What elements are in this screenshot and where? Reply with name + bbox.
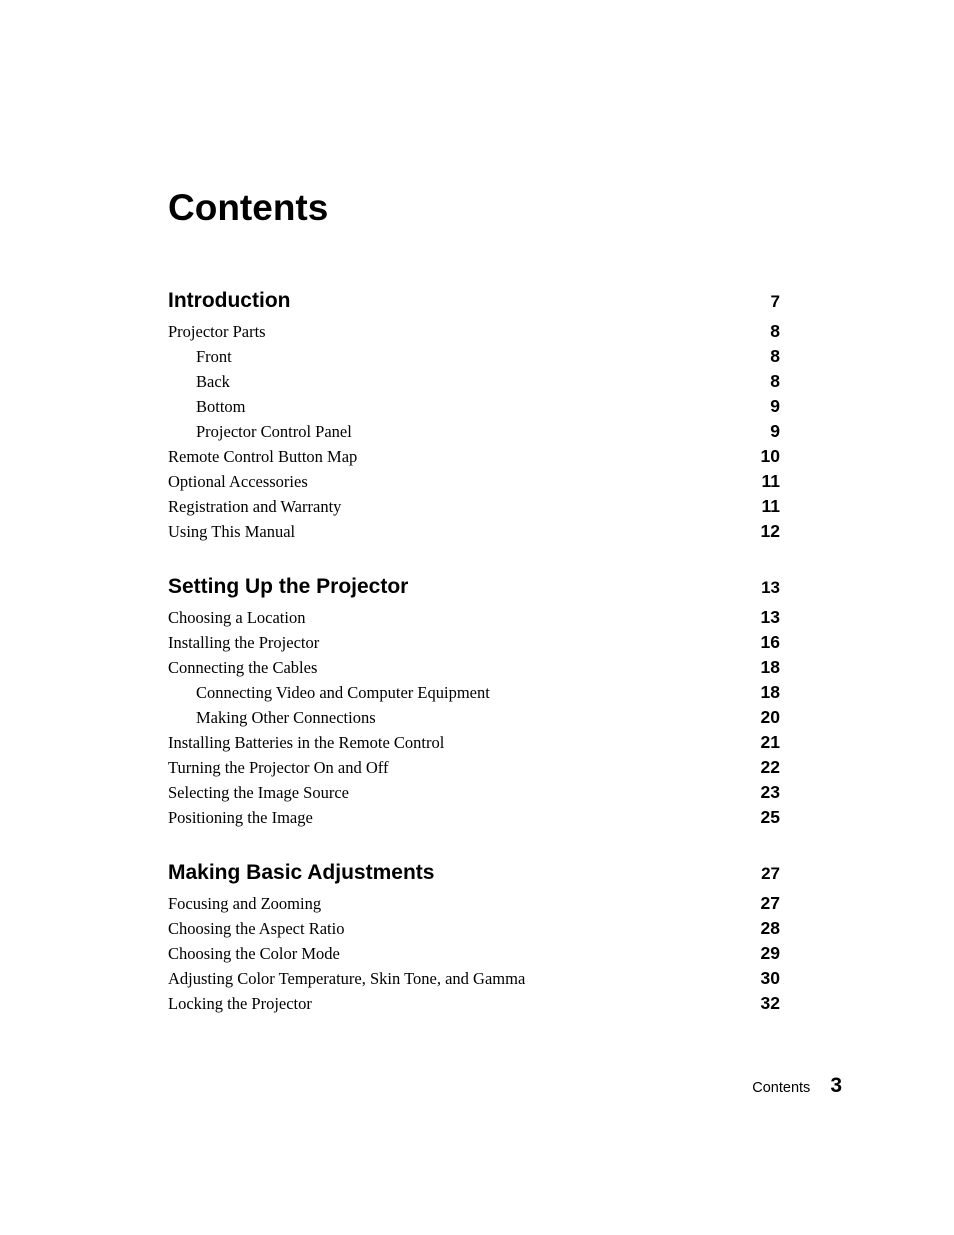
toc-entry[interactable] xyxy=(168,730,780,755)
entry-title: Making Other Connections xyxy=(196,708,376,727)
toc-entry[interactable] xyxy=(168,991,780,1016)
toc-subentry[interactable] xyxy=(168,680,780,705)
entry-page-number: 29 xyxy=(760,943,780,963)
entry-title: Connecting Video and Computer Equipment xyxy=(196,683,490,702)
entry-title: Optional Accessories xyxy=(168,472,308,491)
section-heading[interactable] xyxy=(168,282,780,319)
entry-title: Selecting the Image Source xyxy=(168,783,349,802)
entry-title: Bottom xyxy=(196,397,246,416)
entry-title: Focusing and Zooming xyxy=(168,894,322,913)
entry-title: Installing the Projector xyxy=(168,633,320,652)
entry-page-number: 9 xyxy=(770,421,780,441)
entry-title: Locking the Projector xyxy=(168,994,312,1013)
entry-page-number: 25 xyxy=(760,807,780,827)
entry-page-number: 18 xyxy=(760,682,780,702)
entry-page-number: 18 xyxy=(760,657,780,677)
entry-page-number: 8 xyxy=(770,346,780,366)
section-heading[interactable] xyxy=(168,568,780,605)
toc-entry[interactable] xyxy=(168,966,780,991)
entry-title: Choosing the Aspect Ratio xyxy=(168,919,345,938)
entry-page-number: 11 xyxy=(761,471,780,491)
entry-page-number: 8 xyxy=(770,371,780,391)
toc-entry[interactable] xyxy=(168,469,780,494)
toc-entry[interactable] xyxy=(168,655,780,680)
toc-subentry[interactable] xyxy=(168,394,780,419)
section-page-number: 27 xyxy=(761,864,780,883)
toc-section-setting-up xyxy=(168,568,780,830)
entry-title: Remote Control Button Map xyxy=(168,447,358,466)
toc-entry[interactable] xyxy=(168,891,780,916)
toc-section-introduction xyxy=(168,282,780,544)
footer-page-number: 3 xyxy=(830,1074,842,1097)
entry-page-number: 32 xyxy=(760,993,780,1013)
entry-title: Using This Manual xyxy=(168,522,296,541)
toc-section-basic-adjustments xyxy=(168,854,780,1016)
entry-title: Installing Batteries in the Remote Control xyxy=(168,733,445,752)
section-page-number: 13 xyxy=(761,578,780,597)
entry-page-number: 28 xyxy=(760,918,780,938)
entry-title: Choosing the Color Mode xyxy=(168,944,340,963)
page-footer xyxy=(752,1074,842,1098)
section-heading[interactable] xyxy=(168,854,780,891)
section-title: Setting Up the Projector xyxy=(168,575,409,598)
entry-page-number: 27 xyxy=(760,893,780,913)
page-title: Contents xyxy=(168,187,329,228)
entry-title: Connecting the Cables xyxy=(168,658,318,677)
entry-page-number: 13 xyxy=(760,607,780,627)
entry-page-number: 30 xyxy=(760,968,780,988)
toc-entry[interactable] xyxy=(168,444,780,469)
toc-entry[interactable] xyxy=(168,319,780,344)
entry-title: Adjusting Color Temperature, Skin Tone, and Gamma xyxy=(168,969,526,988)
entry-page-number: 9 xyxy=(770,396,780,416)
toc-entry[interactable] xyxy=(168,519,780,544)
entry-title: Projector Control Panel xyxy=(196,422,352,441)
entry-page-number: 23 xyxy=(760,782,780,802)
entry-title: Turning the Projector On and Off xyxy=(168,758,389,777)
toc-entry[interactable] xyxy=(168,755,780,780)
toc-subentry[interactable] xyxy=(168,705,780,730)
entry-title: Registration and Warranty xyxy=(168,497,342,516)
toc-entry[interactable] xyxy=(168,780,780,805)
entry-page-number: 22 xyxy=(760,757,780,777)
entry-page-number: 16 xyxy=(760,632,780,652)
toc-entry[interactable] xyxy=(168,941,780,966)
entry-page-number: 10 xyxy=(760,446,780,466)
toc-subentry[interactable] xyxy=(168,369,780,394)
entry-title: Front xyxy=(196,347,232,366)
footer-label: Contents xyxy=(752,1080,811,1096)
table-of-contents xyxy=(168,282,780,1040)
section-title: Making Basic Adjustments xyxy=(168,861,435,884)
toc-subentry[interactable] xyxy=(168,419,780,444)
entry-page-number: 21 xyxy=(760,732,780,752)
entry-title: Choosing a Location xyxy=(168,608,306,627)
toc-entry[interactable] xyxy=(168,916,780,941)
section-title: Introduction xyxy=(168,289,291,312)
entry-title: Projector Parts xyxy=(168,322,266,341)
toc-entry[interactable] xyxy=(168,805,780,830)
entry-page-number: 20 xyxy=(760,707,780,727)
entry-title: Positioning the Image xyxy=(168,808,313,827)
toc-entry[interactable] xyxy=(168,630,780,655)
entry-page-number: 8 xyxy=(770,321,780,341)
toc-entry[interactable] xyxy=(168,494,780,519)
toc-entry[interactable] xyxy=(168,605,780,630)
entry-title: Back xyxy=(196,372,230,391)
entry-page-number: 12 xyxy=(760,521,780,541)
section-page-number: 7 xyxy=(770,292,780,311)
entry-page-number: 11 xyxy=(761,496,780,516)
toc-subentry[interactable] xyxy=(168,344,780,369)
